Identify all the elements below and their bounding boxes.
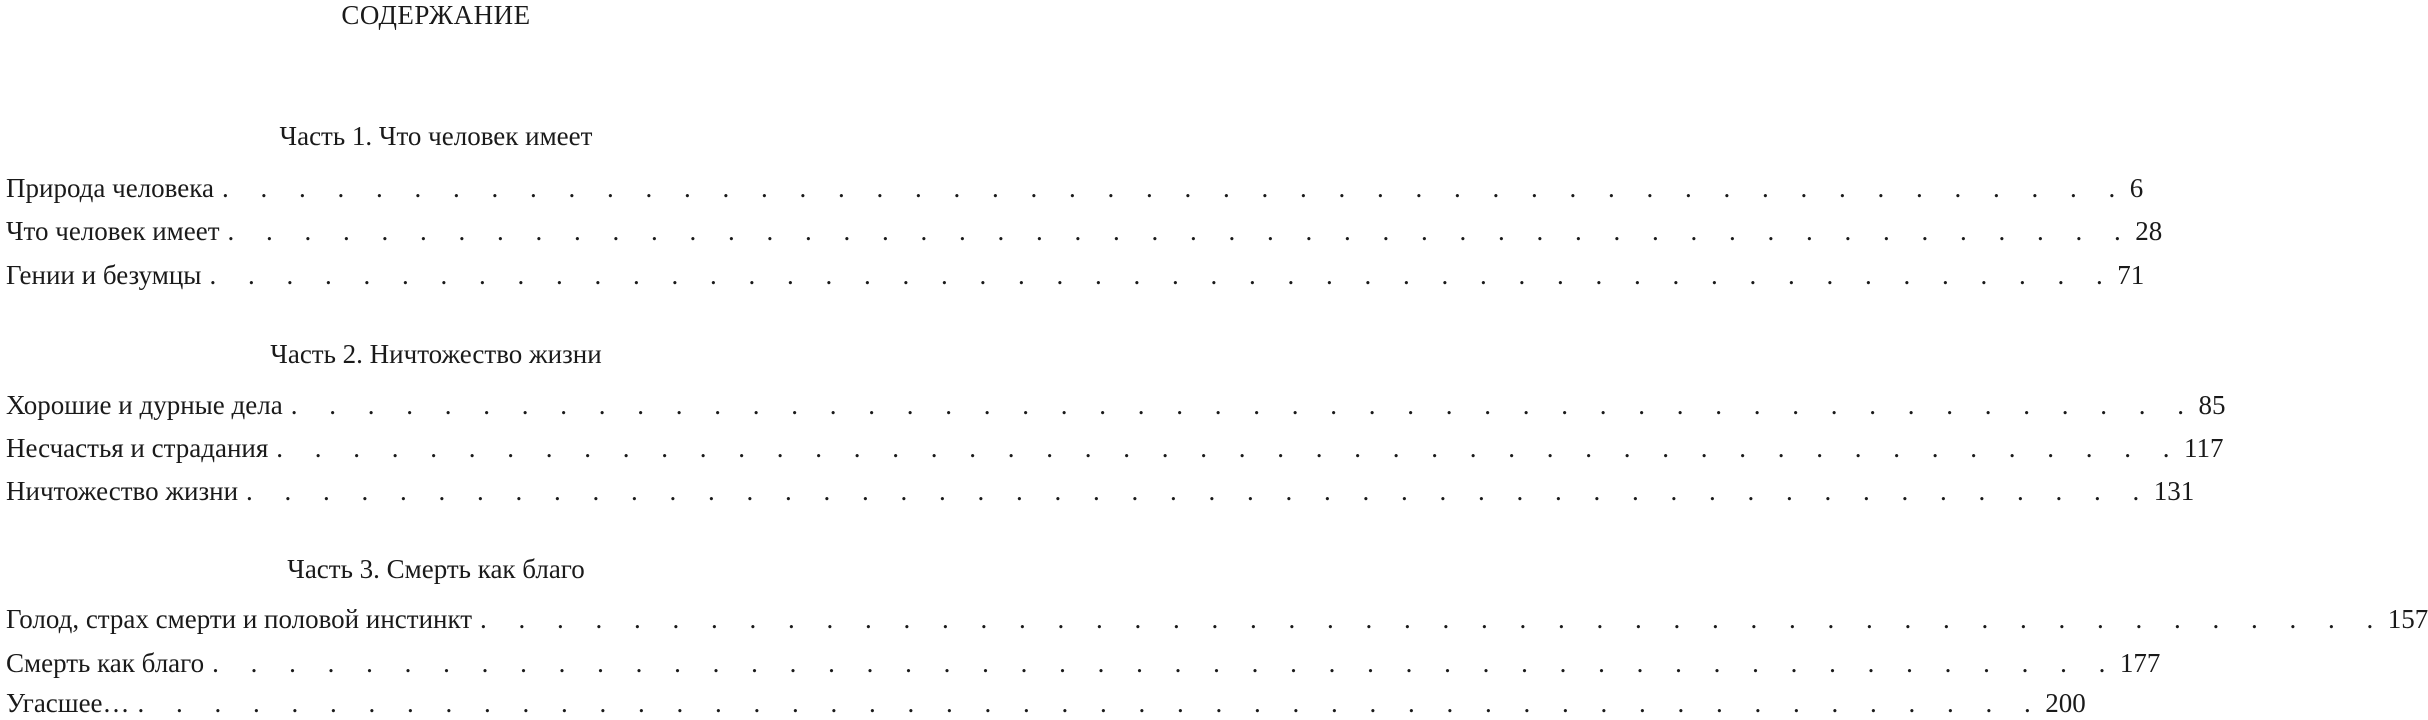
dot-leader: . . . . . . . . . . . . . . . . . . . . . . . . . . . . . . . . . . . . . . . . . . . . . . . . . .	[276, 433, 2183, 463]
dot-leader: . . . . . . . . . . . . . . . . . . . . . . . . . . . . . . . . . . . . . . . . . . . . . . . . . .	[227, 216, 2134, 246]
toc-entry-page-number: 157	[2387, 604, 2428, 634]
dot-leader: . . . . . . . . . . . . . . . . . . . . . . . . . . . . . . . . . . . . . . . . . . . . . . . . . .	[480, 604, 2386, 634]
toc-entry[interactable]	[6, 646, 2161, 680]
toc-entry[interactable]	[6, 431, 2224, 465]
toc-entry[interactable]	[6, 214, 2163, 248]
dot-leader: . . . . . . . . . . . . . . . . . . . . . . . . . . . . . . . . . . . . . . . . . . . . . . . . . .	[209, 260, 2116, 290]
dot-leader: . . . . . . . . . . . . . . . . . . . . . . . . . . . . . . . . . . . . . . . . . . . . . . . . . .	[246, 476, 2152, 506]
toc-entry[interactable]	[6, 686, 2086, 720]
toc-entry-title: Голод, страх смерти и половой инстинкт	[6, 602, 480, 636]
toc-entry[interactable]	[6, 474, 2195, 508]
toc-entry-page-number: 131	[2153, 476, 2195, 506]
page-title: СОДЕРЖАНИЕ	[341, 0, 531, 30]
toc-entry-title: Ничтожество жизни	[6, 474, 246, 508]
toc-entry-title: Что человек имеет	[6, 214, 228, 248]
toc-entry-title: Хорошие и дурные дела	[6, 388, 291, 422]
toc-entry-page-number: 85	[2198, 390, 2226, 420]
toc-entry[interactable]	[6, 388, 2226, 422]
toc-entry[interactable]	[6, 171, 2144, 205]
dot-leader: . . . . . . . . . . . . . . . . . . . . . . . . . . . . . . . . . . . . . . . . . . . . . . . . . .	[221, 173, 2128, 203]
toc-entry-title: Угасшее…	[6, 686, 138, 720]
toc-entry-page-number: 200	[2045, 688, 2086, 718]
dot-leader: . . . . . . . . . . . . . . . . . . . . . . . . . . . . . . . . . . . . . . . . . . . . . . . . . .	[290, 390, 2197, 420]
dot-leader: . . . . . . . . . . . . . . . . . . . . . . . . . . . . . . . . . . . . . . . . . . . . . . . . . .	[137, 688, 2044, 718]
dot-leader: . . . . . . . . . . . . . . . . . . . . . . . . . . . . . . . . . . . . . . . . . . . . . . . . . .	[212, 648, 2118, 678]
toc-entry-page-number: 117	[2184, 433, 2224, 463]
toc-entry[interactable]	[6, 602, 2428, 636]
part-heading-1: Часть 1. Что человек имеет	[279, 121, 593, 151]
toc-entry-title: Смерть как благо	[6, 646, 212, 680]
part-heading-2: Часть 2. Ничтожество жизни	[270, 339, 602, 369]
toc-entry-page-number: 28	[2135, 216, 2163, 246]
part-heading-3: Часть 3. Смерть как благо	[287, 554, 585, 584]
toc-entry-page-number: 71	[2117, 260, 2145, 290]
toc-entry-page-number: 177	[2119, 648, 2161, 678]
toc-entry-page-number: 6	[2129, 173, 2144, 203]
toc-entry-title: Несчастья и страдания	[6, 431, 276, 465]
toc-entry-title: Гении и безумцы	[6, 258, 209, 292]
toc-entry-title: Природа человека	[6, 171, 222, 205]
toc-entry[interactable]	[6, 258, 2145, 292]
